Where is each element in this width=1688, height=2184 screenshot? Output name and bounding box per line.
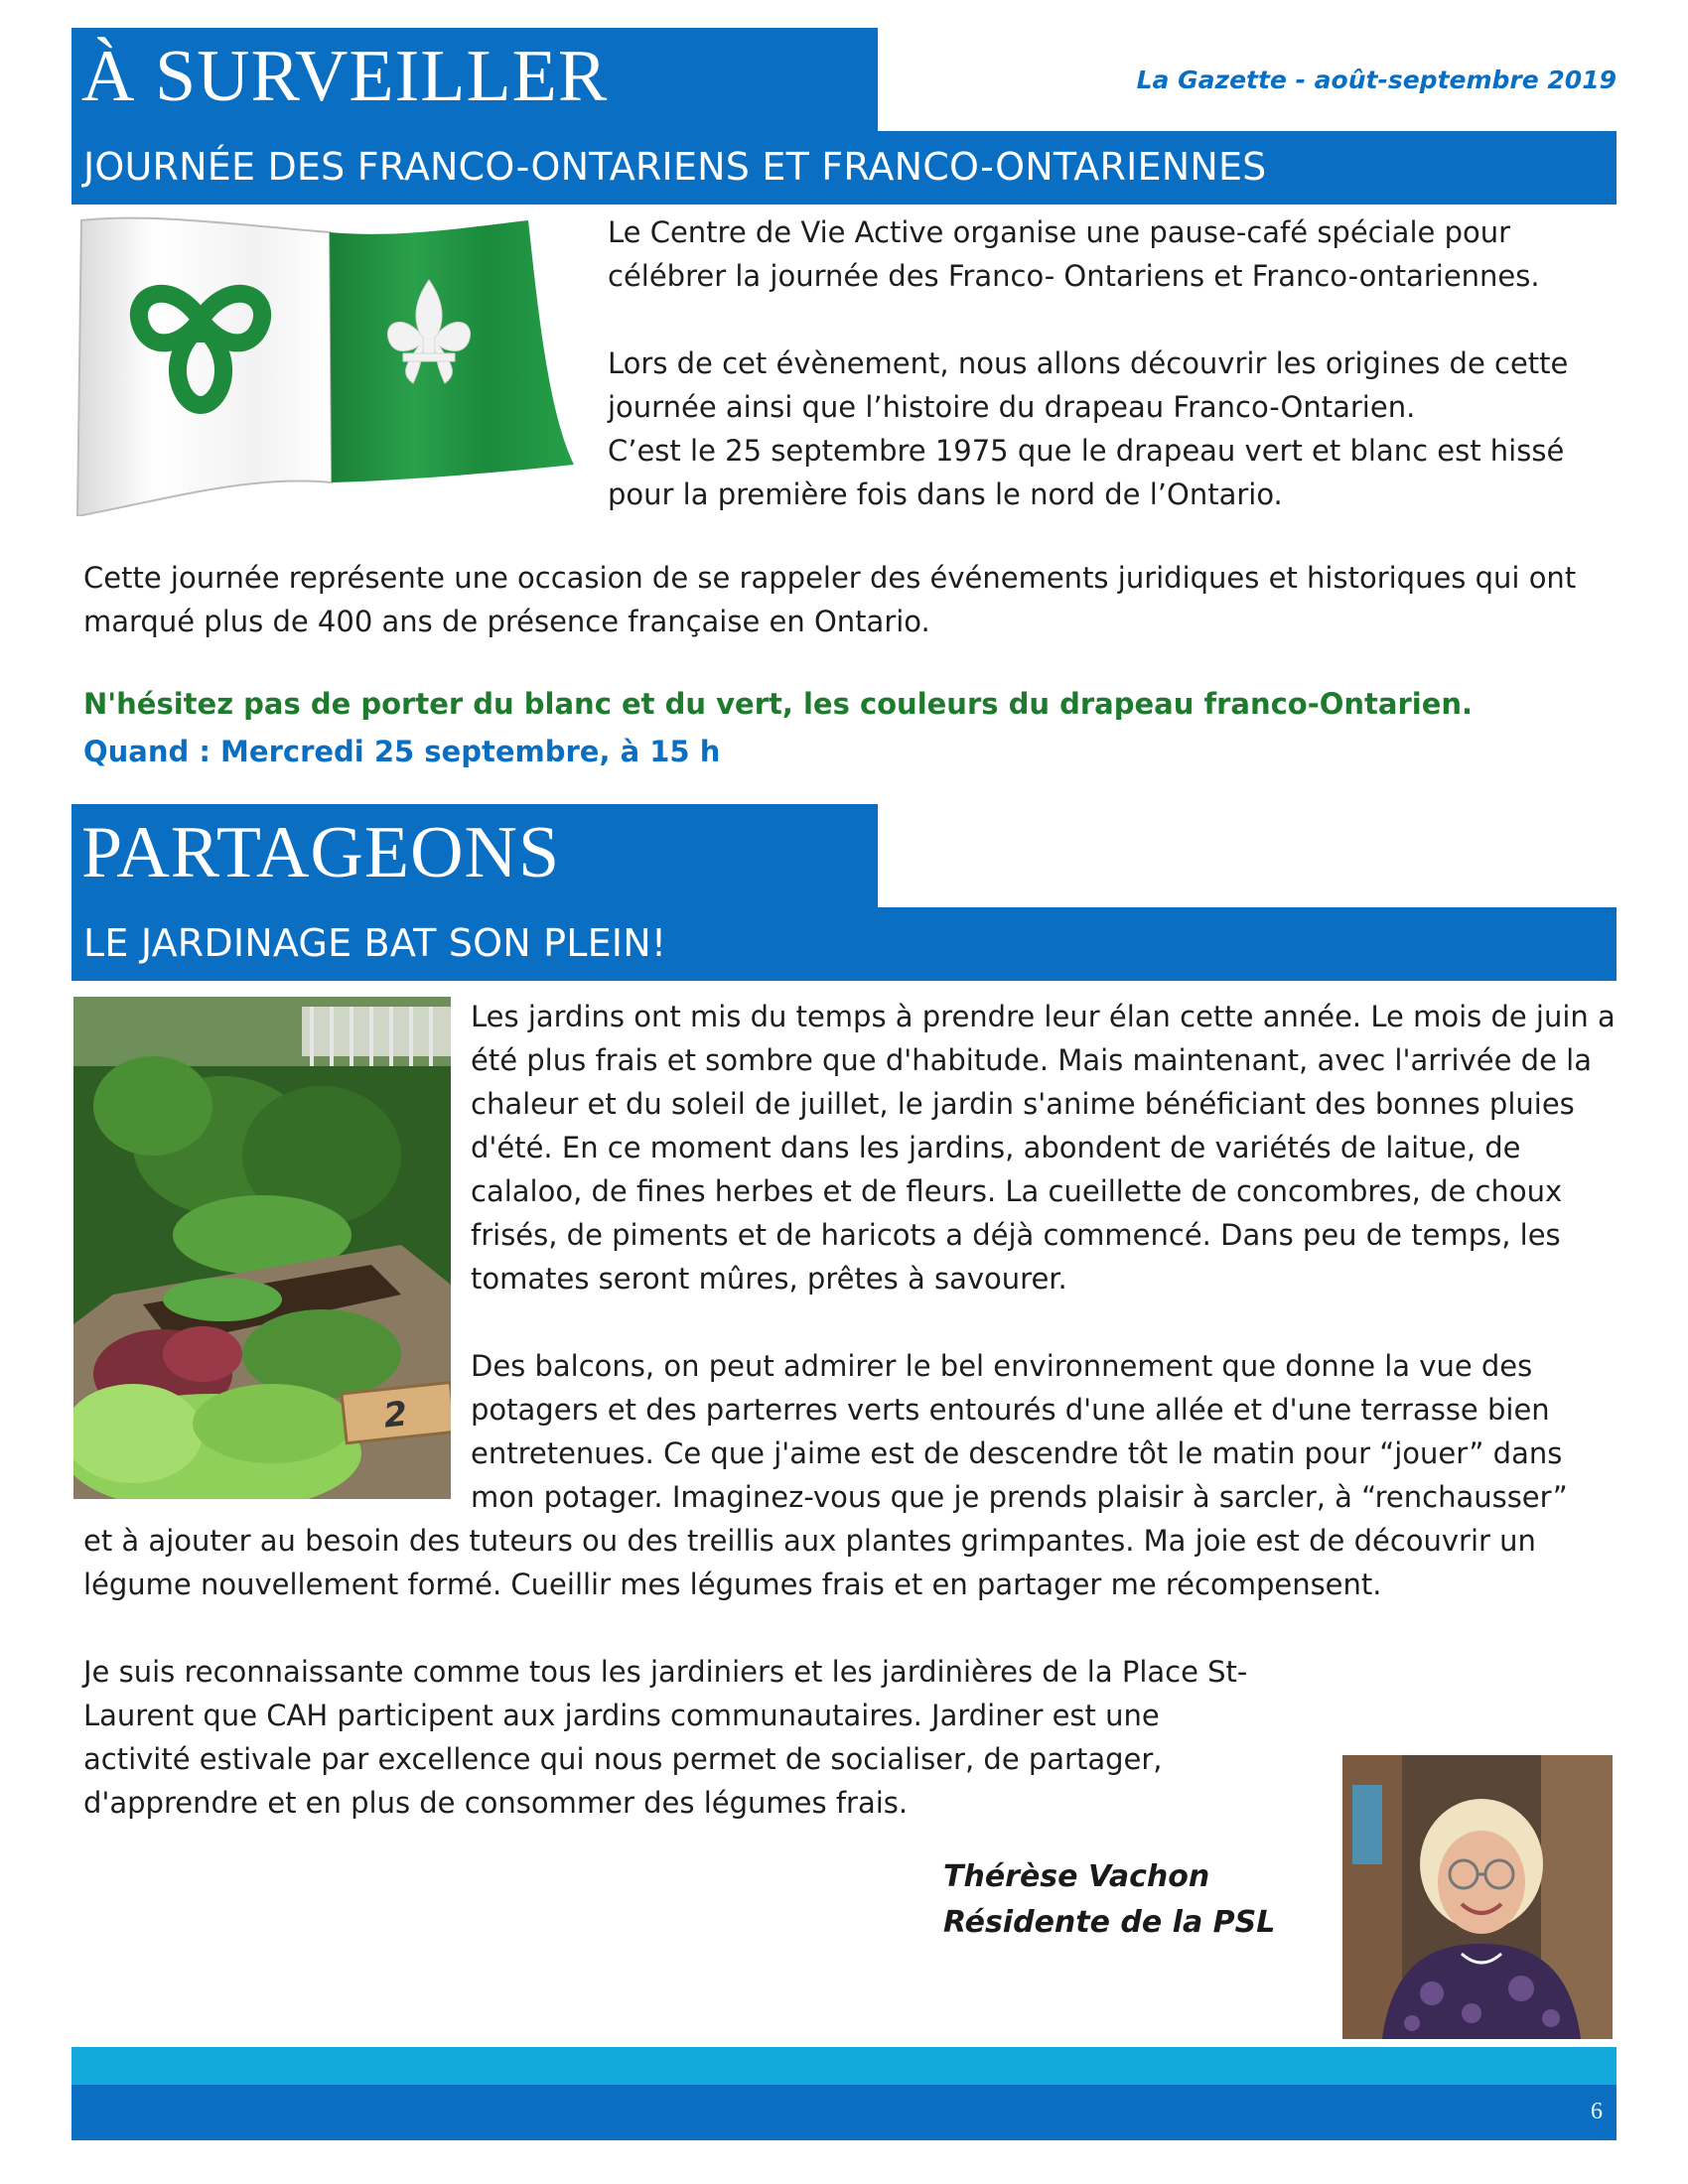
author-signature	[943, 1854, 1275, 1946]
footer-band-dark	[71, 2085, 1617, 2140]
publication-header: La Gazette - août-septembre 2019	[1136, 66, 1617, 94]
event-date-time: Quand : Mercredi 25 septembre, à 15 h	[83, 735, 721, 768]
article2-body-bottom	[83, 1519, 1618, 1650]
garden-plot-number: 2	[381, 1394, 410, 1436]
garden-photo	[73, 997, 451, 1499]
article2-paragraph-2a: Des balcons, on peut admirer le bel environnement que donne la vue des potagers et des parterres verts entourés d'une allée et d'une terrasse bien entretenues. Ce que j'aime est de descendre tôt le matin pour “jouer” dans mon potager. Imaginez-vous que je prends plaisir à sarcler, à “renchausser”	[471, 1349, 1568, 1514]
article1-paragraph-1: Le Centre de Vie Active organise une pause-café spéciale pour célébrer la journée des Franco- Ontariens et Franco-ontariennes.	[608, 215, 1540, 293]
author-portrait-photo	[1342, 1755, 1613, 2039]
article1-intro	[608, 210, 1620, 516]
article1-heading: JOURNÉE DES FRANCO-ONTARIENS ET FRANCO-ONTARIENNES	[71, 131, 1617, 205]
article2-heading: LE JARDINAGE BAT SON PLEIN!	[71, 907, 1617, 981]
article2-body-top	[471, 995, 1622, 1519]
article1-paragraph-3: C’est le 25 septembre 1975 que le drapeau vert et blanc est hissé pour la première fois dans le nord de l’Ontario.	[608, 434, 1565, 511]
page-number: 6	[1591, 2099, 1603, 2124]
article1-paragraph-2: Lors de cet évènement, nous allons découvrir les origines de cette journée ainsi que l’histoire du drapeau Franco-Ontarien.	[608, 346, 1569, 424]
dress-code-note: N'hésitez pas de porter du blanc et du vert, les couleurs du drapeau franco-Ontarien.	[83, 687, 1474, 721]
franco-ontarian-flag-image	[71, 212, 588, 516]
article2-paragraph-2b: et à ajouter au besoin des tuteurs ou des treillis aux plantes grimpantes. Ma joie est de découvrir un légume nouvellement formé. Cueillir mes légumes frais et en partager me récompensent.	[83, 1524, 1536, 1601]
section-title-partageons: PARTAGEONS	[71, 804, 878, 911]
article2-paragraph-1: Les jardins ont mis du temps à prendre leur élan cette année. Le mois de juin a été plus frais et sombre que d'habitude. Mais maintenant, avec l'arrivée de la chaleur et du soleil de juillet, le jardin s'anime bénéficiant des bonnes pluies d'été. En ce moment dans les jardins, abondent de variétés de laitue, de calaloo, de fines herbes et de fleurs. La cueillette de concombres, de choux frisés, de piments et de haricots a déjà commencé. Dans peu de temps, les tomates seront mûres, prêtes à savourer.	[471, 1000, 1616, 1296]
section-title-a-surveiller: À SURVEILLER	[71, 28, 878, 135]
article1-paragraph-4: Cette journée représente une occasion de se rappeler des événements juridiques et historiques qui ont marqué plus de 400 ans de présence française en Ontario.	[83, 561, 1577, 638]
author-role: Résidente de la PSL	[943, 1905, 1276, 1940]
author-name: Thérèse Vachon	[943, 1859, 1210, 1894]
article2-paragraph-3: Je suis reconnaissante comme tous les jardiniers et les jardinières de la Place St-Laurent que CAH participent aux jardins communautaires. Jardiner est une activité estivale par excellence qui nous permet de socialiser, de partager, d'apprendre et en plus de consommer des légumes frais.	[83, 1655, 1248, 1820]
footer-band-light	[71, 2047, 1617, 2085]
